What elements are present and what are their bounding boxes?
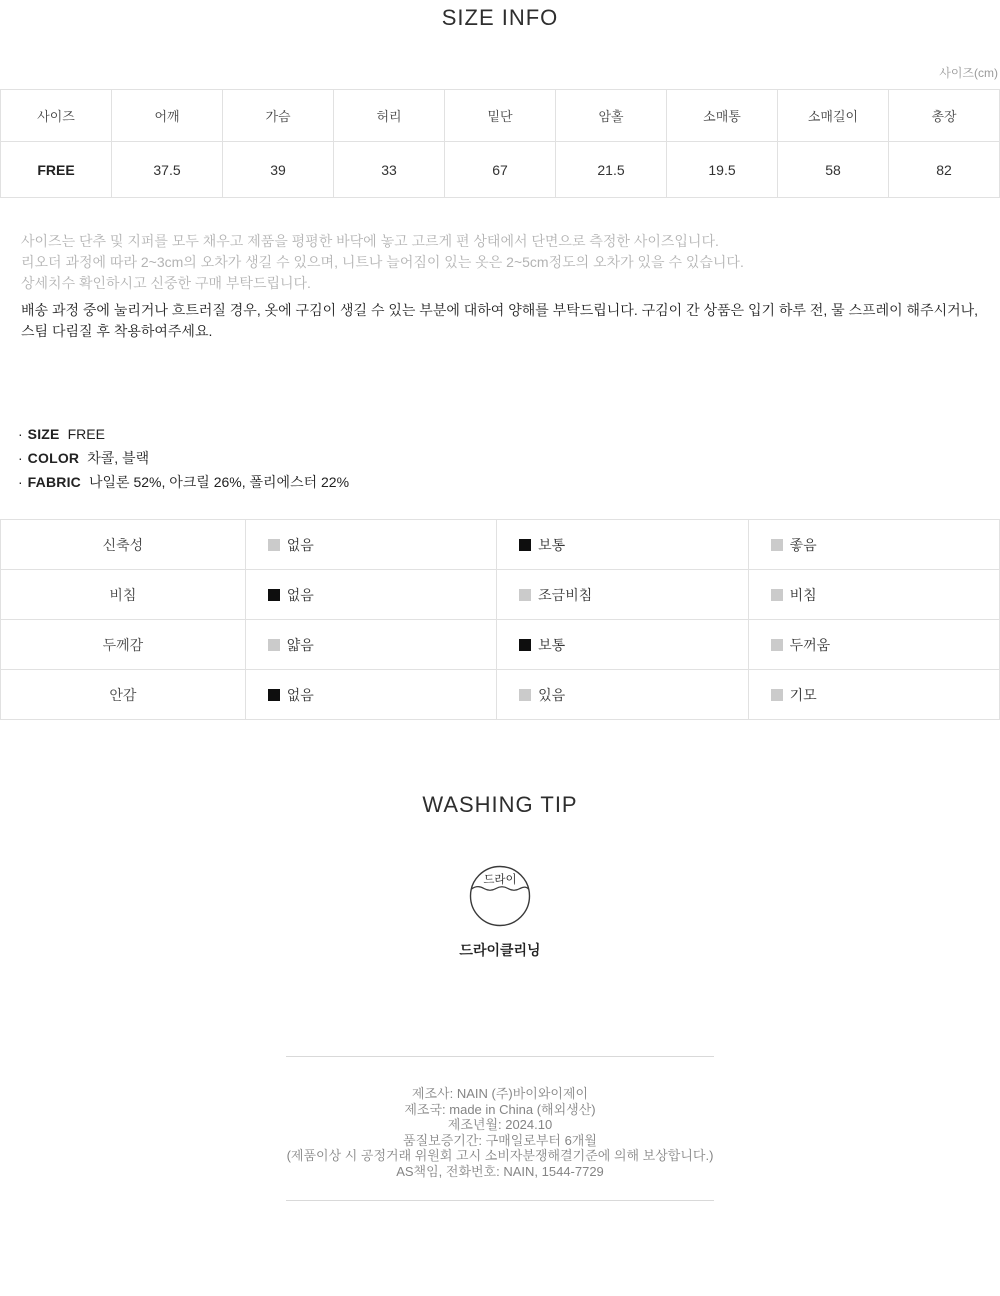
feature-option-label: 두꺼움 [789, 636, 831, 653]
feature-option-cell [245, 620, 496, 670]
spec-line [18, 446, 1000, 470]
feature-name: 신축성 [1, 520, 246, 570]
checkbox-unselected-icon [771, 689, 783, 701]
feature-option-cell [497, 620, 748, 670]
spec-label: SIZE [27, 426, 60, 442]
feature-name: 안감 [1, 670, 246, 720]
size-table-header-row [1, 90, 1000, 142]
size-table-cell: 82 [889, 142, 1000, 198]
feature-option-label: 있음 [538, 686, 566, 703]
checkbox-unselected-icon [771, 589, 783, 601]
manufacturer-divider-top [286, 1056, 714, 1057]
feature-option-cell [497, 570, 748, 620]
manufacturer-line: 제조년월: 2024.10 [447, 1117, 553, 1132]
feature-option-cell [497, 520, 748, 570]
size-table-cell: 39 [223, 142, 334, 198]
feature-option-label: 비침 [789, 586, 817, 603]
manufacturer-line: 품질보증기간: 구매일로부터 6개월 [403, 1132, 597, 1148]
manufacturer-line: 제조사: NAIN (주)바이와이제이 [411, 1086, 589, 1101]
feature-option-cell [245, 670, 496, 720]
size-note-line: 리오더 과정에 따라 2~3cm의 오차가 생길 수 있으며, 니트나 늘어짐이 있는 옷은 2~5cm정도의 오차가 있을 수 있습니다. [21, 254, 744, 270]
size-notes [21, 231, 980, 342]
spec-value: FREE [67, 426, 105, 442]
spec-line [18, 422, 1000, 446]
feature-name: 두께감 [1, 620, 246, 670]
size-table [0, 89, 1000, 198]
feature-option-label: 없음 [286, 586, 314, 603]
size-table-cell: 21.5 [556, 142, 667, 198]
checkbox-unselected-icon [519, 589, 531, 601]
feature-option-label: 좋음 [789, 536, 817, 553]
feature-option-cell [748, 520, 999, 570]
size-notes-gray [21, 231, 980, 294]
feature-option-cell [748, 670, 999, 720]
feature-name: 비침 [1, 570, 246, 620]
feature-option-cell [748, 620, 999, 670]
size-table-cell: 33 [334, 142, 445, 198]
spec-value: 나일론 52%, 아크릴 26%, 폴리에스터 22% [88, 474, 350, 490]
size-table-header-cell: 사이즈 [1, 90, 112, 142]
size-table-header-cell: 암홀 [556, 90, 667, 142]
feature-table-row [1, 620, 1000, 670]
size-info-title: SIZE INFO [441, 5, 559, 30]
size-table-cell: 67 [445, 142, 556, 198]
feature-option-cell [497, 670, 748, 720]
dry-icon-text: 드라이 [483, 874, 517, 886]
size-note-dark: 배송 과정 중에 눌리거나 흐트러질 경우, 옷에 구김이 생길 수 있는 부분에 대하여 양해를 부탁드립니다. 구김이 간 상품은 입기 하루 전, 물 스프레이 해주시거나, 스팀 다림질 후 착용하여주세요. [21, 302, 979, 339]
product-specs [18, 422, 1000, 494]
feature-option-cell [245, 520, 496, 570]
size-table-cell: 37.5 [112, 142, 223, 198]
size-table-header-cell: 허리 [334, 90, 445, 142]
spec-bullet: · [18, 450, 23, 466]
size-table-header-cell: 밑단 [445, 90, 556, 142]
size-note-line: 사이즈는 단추 및 지퍼를 모두 채우고 제품을 평평한 바닥에 놓고 고르게 편 상태에서 단면으로 측정한 사이즈입니다. [21, 233, 719, 249]
manufacturer-line: AS책임, 전화번호: NAIN, 1544-7729 [396, 1163, 604, 1179]
feature-option-cell [748, 570, 999, 620]
feature-table-row [1, 570, 1000, 620]
spec-bullet: · [18, 426, 23, 442]
wash-icon-wrap [0, 864, 1000, 933]
checkbox-unselected-icon [771, 639, 783, 651]
manufacturer-divider-bottom [286, 1200, 714, 1201]
spec-label: COLOR [27, 450, 80, 466]
checkbox-unselected-icon [268, 639, 280, 651]
dry-cleaning-icon [468, 864, 532, 928]
checkbox-selected-icon [519, 539, 531, 551]
feature-option-label: 얇음 [286, 636, 314, 653]
size-table-header-cell: 총장 [889, 90, 1000, 142]
checkbox-unselected-icon [771, 539, 783, 551]
feature-option-cell [245, 570, 496, 620]
feature-table [0, 519, 1000, 720]
manufacturer-line: 제조국: made in China (해외생산) [404, 1101, 596, 1117]
feature-option-label: 없음 [286, 536, 314, 553]
size-table-cell: 58 [778, 142, 889, 198]
size-unit-label: 사이즈(cm) [939, 66, 998, 80]
size-table-row [1, 142, 1000, 198]
size-table-header-cell: 소매통 [667, 90, 778, 142]
manufacturer-line: (제품이상 시 공정거래 위원회 고시 소비자분쟁해결기준에 의해 보상합니다.) [286, 1148, 714, 1163]
feature-option-label: 보통 [538, 536, 566, 553]
size-note-line: 상세치수 확인하시고 신중한 구매 부탁드립니다. [21, 275, 311, 291]
dry-cleaning-label: 드라이클리닝 [459, 942, 541, 958]
checkbox-selected-icon [268, 589, 280, 601]
size-table-cell: FREE [1, 142, 112, 198]
checkbox-unselected-icon [268, 539, 280, 551]
size-table-header-cell: 가슴 [223, 90, 334, 142]
spec-bullet: · [18, 474, 23, 490]
spec-value: 차콜, 블랙 [87, 450, 150, 466]
checkbox-selected-icon [519, 639, 531, 651]
size-table-header-cell: 소매길이 [778, 90, 889, 142]
feature-option-label: 보통 [538, 636, 566, 653]
washing-tip-title: WASHING TIP [422, 792, 578, 817]
checkbox-selected-icon [268, 689, 280, 701]
feature-option-label: 조금비침 [538, 586, 593, 603]
feature-option-label: 없음 [286, 686, 314, 703]
manufacturer-info [0, 1086, 1000, 1179]
feature-option-label: 기모 [789, 686, 817, 703]
feature-table-row [1, 520, 1000, 570]
spec-label: FABRIC [27, 474, 81, 490]
feature-table-row [1, 670, 1000, 720]
size-table-header-cell: 어깨 [112, 90, 223, 142]
size-table-cell: 19.5 [667, 142, 778, 198]
checkbox-unselected-icon [519, 689, 531, 701]
spec-line [18, 470, 1000, 494]
